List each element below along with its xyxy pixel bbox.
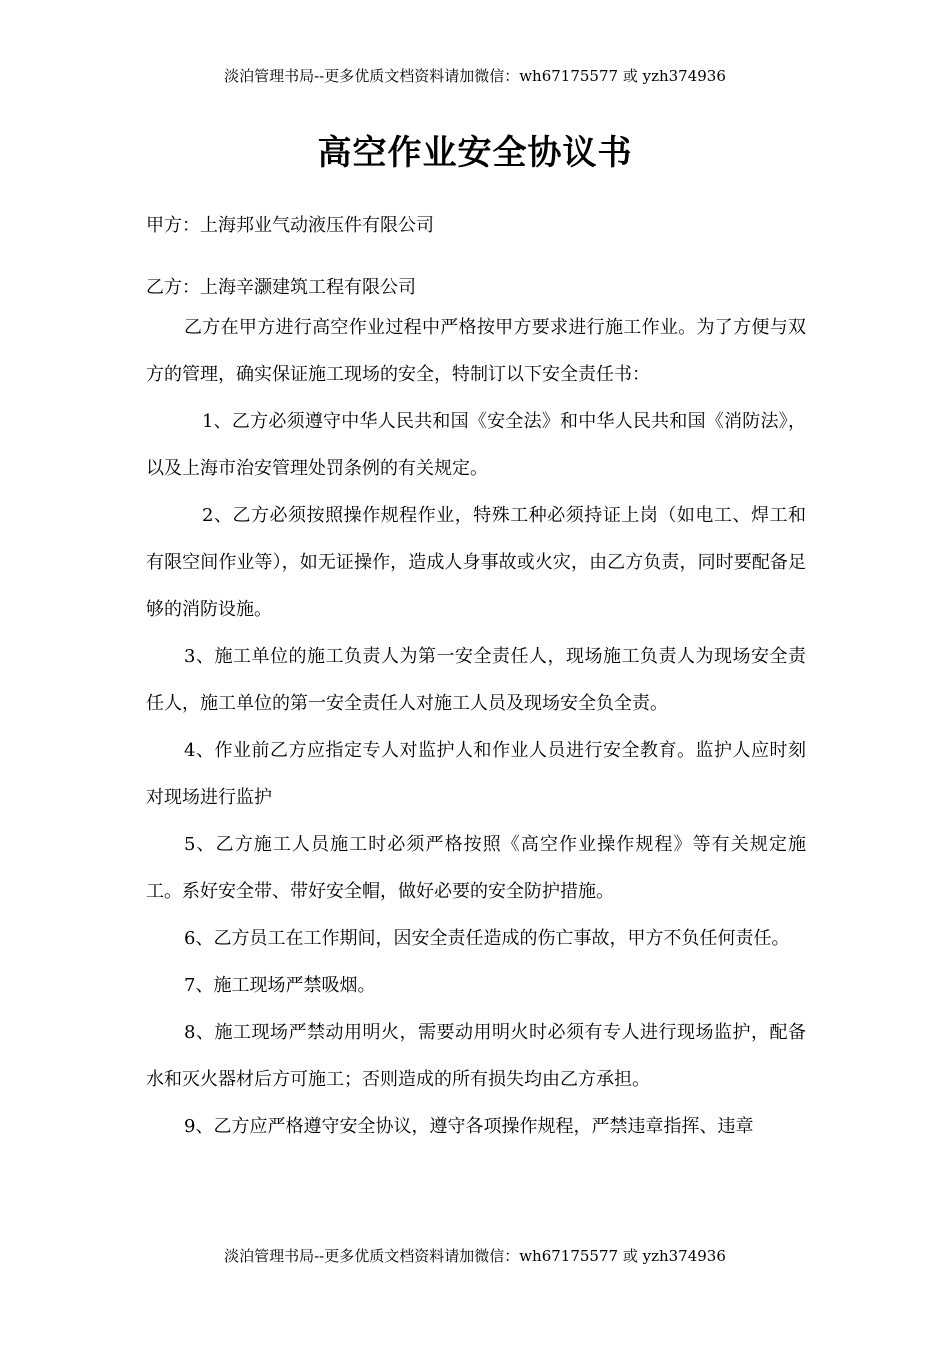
document-body [146,210,806,1150]
party-a: 甲方：上海邦业气动液压件有限公司 [146,215,434,236]
intro-paragraph: 乙方在甲方进行高空作业过程中严格按甲方要求进行施工作业。为了方便与双方的管理，确实保证施工现场的安全，特制订以下安全责任书： [146,317,806,385]
clause-3: 3、施工单位的施工负责人为第一安全责任人，现场施工负责人为现场安全责任人，施工单位的第一安全责任人对施工人员及现场安全负全责。 [146,646,806,714]
party-b: 乙方：上海辛灏建筑工程有限公司 [146,277,416,298]
clause-5: 5、乙方施工人员施工时必须严格按照《高空作业操作规程》等有关规定施工。系好安全带、带好安全帽，做好必要的安全防护措施。 [146,834,806,902]
clause-9: 9、乙方应严格遵守安全协议，遵守各项操作规程，严禁违章指挥、违章 [184,1116,754,1137]
document-title: 高空作业安全协议书 [317,133,633,173]
clause-6: 6、乙方员工在工作期间，因安全责任造成的伤亡事故，甲方不负任何责任。 [184,928,790,949]
clause-1: 1、乙方必须遵守中华人民共和国《安全法》和中华人民共和国《消防法》，以及上海市治安管理处罚条例的有关规定。 [146,411,806,479]
page-header: 淡泊管理书局--更多优质文档资料请加微信：wh67175577 或 yzh374936 [224,67,726,85]
clause-7: 7、施工现场严禁吸烟。 [184,975,376,996]
clause-8: 8、施工现场严禁动用明火，需要动用明火时必须有专人进行现场监护，配备水和灭火器材后方可施工；否则造成的所有损失均由乙方承担。 [146,1022,806,1090]
clause-4: 4、作业前乙方应指定专人对监护人和作业人员进行安全教育。监护人应时刻对现场进行监护 [146,740,806,808]
page-footer: 淡泊管理书局--更多优质文档资料请加微信：wh67175577 或 yzh374936 [224,1247,726,1265]
clause-2: 2、乙方必须按照操作规程作业，特殊工种必须持证上岗（如电工、焊工和有限空间作业等），如无证操作，造成人身事故或火灾，由乙方负责，同时要配备足够的消防设施。 [146,505,806,620]
